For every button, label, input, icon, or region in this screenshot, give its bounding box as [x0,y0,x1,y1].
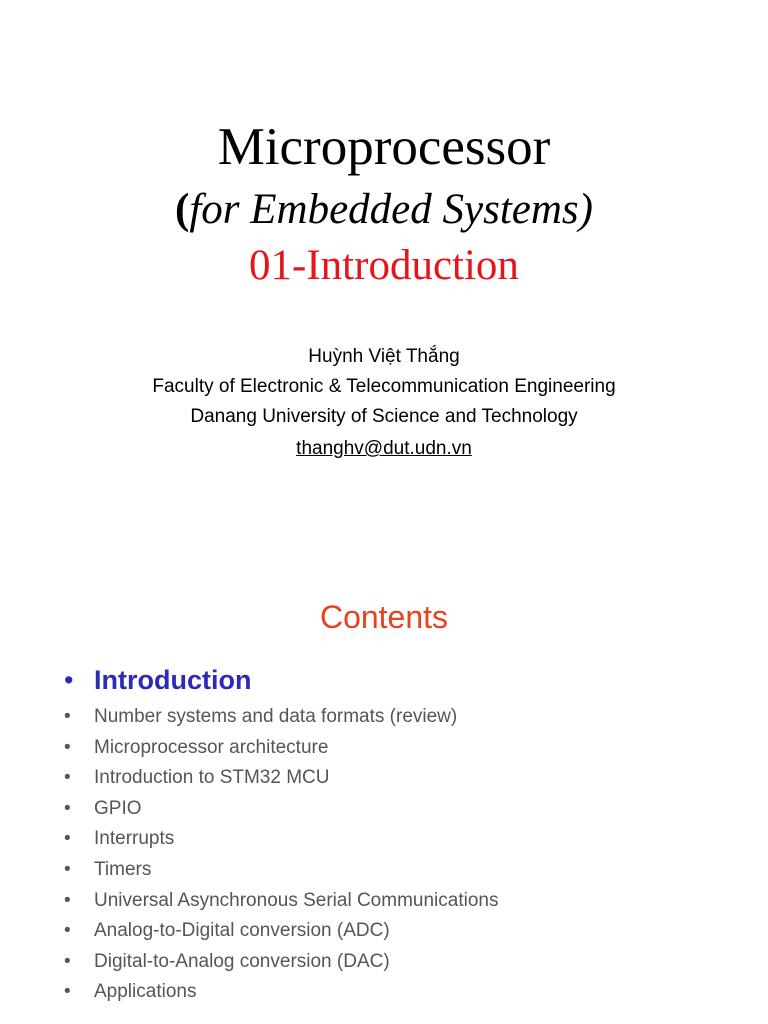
bullet-icon: • [64,950,71,972]
author-name: Huỳnh Việt Thắng [308,346,460,367]
toc-item-dac [64,947,498,978]
toc-item-stm32 [64,763,498,794]
toc-item-number-systems [64,702,498,733]
toc-item-label: Digital-to-Analog conversion (DAC) [94,950,390,972]
subtitle-open-paren: ( [175,186,190,233]
toc-item-uart [64,886,498,917]
toc-item-label: GPIO [94,797,142,819]
contents-list [64,660,498,1008]
bullet-icon: • [64,828,71,850]
bullet-icon: • [64,736,71,758]
toc-item-label: Microprocessor architecture [94,736,329,758]
author-email-link[interactable]: thanghv@dut.udn.vn [296,438,472,459]
toc-item-label: Introduction [94,665,252,695]
toc-item-applications [64,977,498,1008]
toc-item-gpio [64,794,498,825]
slide-title: Microprocessor [217,118,551,176]
author-faculty: Faculty of Electronic & Telecommunication Engineering [152,376,616,397]
bullet-icon: • [64,920,71,942]
bullet-icon: • [64,858,71,880]
toc-item-label: Applications [94,981,197,1003]
toc-item-microprocessor-architecture [64,733,498,764]
toc-item-introduction [64,660,498,700]
author-email-row [0,434,768,464]
toc-item-label: Analog-to-Digital conversion (ADC) [94,920,390,942]
author-university: Danang University of Science and Technology [190,406,578,427]
bullet-icon: • [64,889,71,911]
toc-item-label: Introduction to STM32 MCU [94,767,330,789]
subtitle-text: for Embedded Systems) [189,186,593,233]
toc-item-label: Timers [94,858,152,880]
toc-item-adc [64,916,498,947]
toc-item-interrupts [64,824,498,855]
lecture-title: 01-Introduction [249,242,519,289]
toc-item-label: Number systems and data formats (review) [94,706,458,727]
bullet-icon: • [64,767,71,789]
bullet-icon: • [64,797,71,819]
toc-item-label: Universal Asynchronous Serial Communications [94,889,499,911]
slide-subtitle [0,184,768,236]
bullet-icon: • [64,665,74,695]
bullet-icon: • [64,981,71,1003]
toc-item-timers [64,855,498,886]
toc-item-label: Interrupts [94,828,175,850]
bullet-icon: • [64,706,71,727]
contents-heading: Contents [319,599,449,635]
